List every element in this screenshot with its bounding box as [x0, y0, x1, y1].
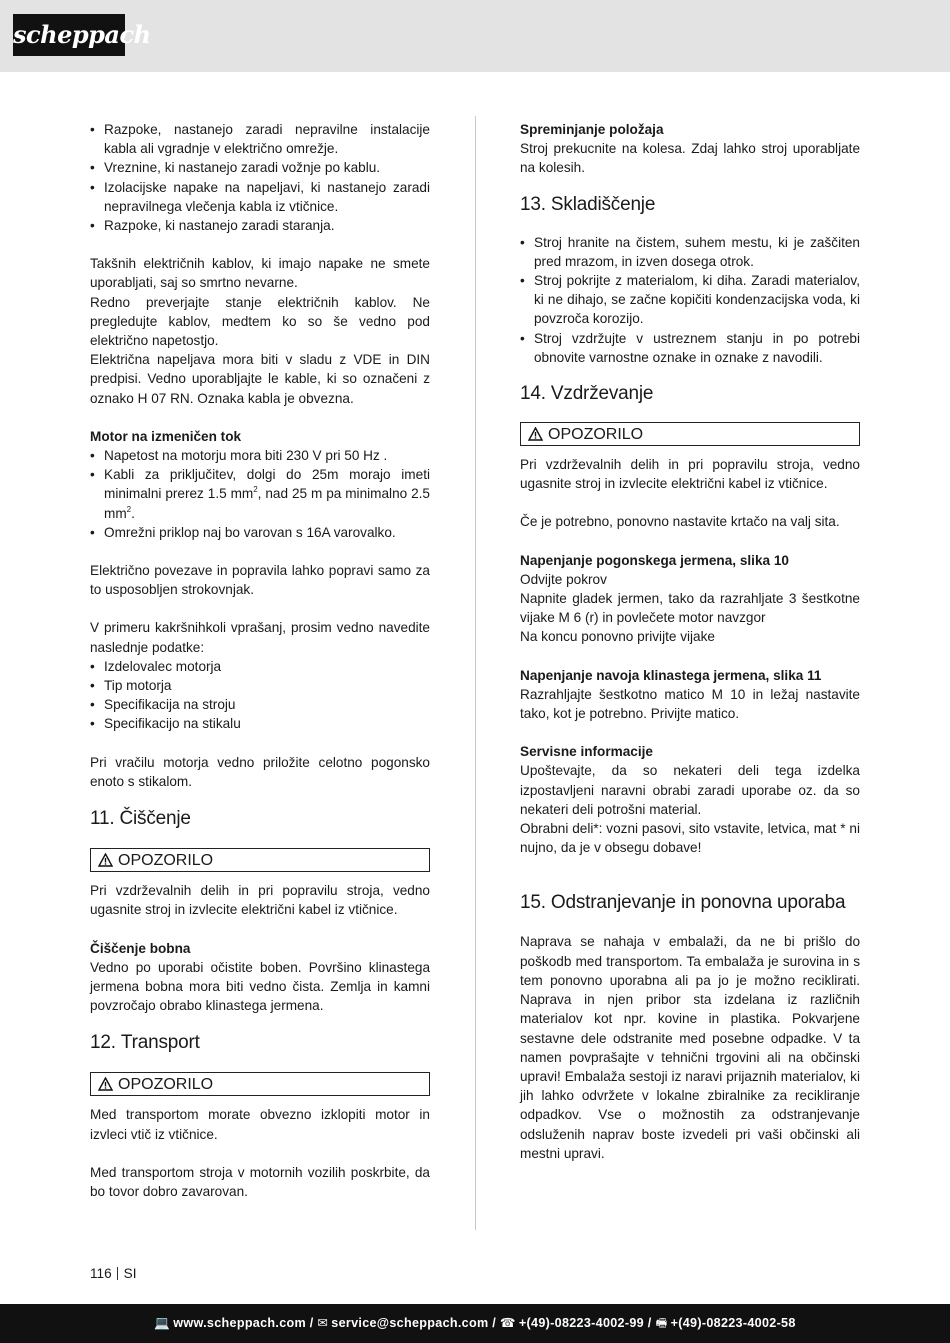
list-item: • Razpoke, nastanejo zaradi nepravilne instalacije kabla ali vgradnje v električno omrežje. — [90, 120, 430, 158]
paragraph: Stroj prekucnite na kolesa. Zdaj lahko stroj uporabljate na kolesih. — [520, 141, 860, 176]
fax-icon: 🖷 — [655, 1316, 668, 1330]
right-column — [520, 120, 860, 1163]
footer-web: www.scheppach.com / — [173, 1316, 314, 1330]
list-item: • Razpoke, ki nastanejo zaradi staranja. — [90, 216, 430, 235]
warning-icon — [528, 427, 543, 441]
subheading: Čiščenje bobna — [90, 940, 191, 956]
paragraph: Pri vračilu motorja vedno priložite celotno pogonsko enoto s stikalom. — [90, 754, 430, 789]
column-divider — [475, 116, 476, 1230]
warning-box: OPOZORILO — [90, 1072, 430, 1096]
list-item: • Stroj vzdržujte v ustreznem stanju in po potrebi obnovite varnostne oznake in oznake z navodili. — [520, 329, 860, 367]
paragraph: Na koncu ponovno privijte vijake — [520, 629, 715, 645]
warning-icon — [98, 853, 113, 867]
subheading: Servisne informacije — [520, 744, 653, 760]
list-item: • Kabli za priključitev, dolgi do 25m morajo imeti minimalni prerez 1.5 $mm^2$, nad 25 m pa minimalno 2.5 $mm^2$. — [90, 465, 430, 523]
footer-email: service@scheppach.com / — [331, 1316, 497, 1330]
subheading: Napenjanje navoja klinastega jermena, slika 11 — [520, 667, 822, 683]
section-heading-13: 13. Skladiščenje — [520, 193, 656, 215]
paragraph: Električno povezave in popravila lahko popravi samo za to usposobljen strokovnjak. — [90, 563, 430, 598]
footer-fax: +(49)-08223-4002-58 — [670, 1316, 796, 1330]
subheading: Spreminjanje položaja — [520, 122, 664, 137]
list-item: • Stroj pokrijte z materialom, ki diha. Zaradi materialov, ki ne dihajo, se začne kopičiti kondenzacijska voda, ki povzroča korozijo. — [520, 271, 860, 329]
computer-icon: 💻 — [154, 1316, 171, 1330]
paragraph: Obrabni deli*: vozni pasovi, sito vstavite, letvica, mat * ni nujno, da je v obsegu dobave! — [520, 821, 860, 856]
storage-list — [520, 233, 860, 367]
scheppach-logo: scheppach — [13, 14, 125, 56]
section-heading-15: 15. Odstranjevanje in ponovna uporaba — [520, 892, 846, 914]
paragraph: Upoštevajte, da so nekateri deli tega izdelka izpostavljeni naravni obrabi zaradi uporabe oz. da so nekateri deli potrošni material. — [520, 763, 860, 817]
mail-icon: ✉ — [317, 1316, 329, 1330]
damage-list — [90, 120, 430, 235]
paragraph: Pri vzdrževalnih delih in pri popravilu stroja, vedno ugasnite stroj in izvlecite električni kabel iz vtičnice. — [90, 883, 430, 918]
paragraph: Razrahljajte šestkotno matico M 10 in ležaj nastavite tako, kot je potrebno. Privijte matico. — [520, 686, 860, 722]
subheading: Motor na izmeničen tok — [90, 428, 242, 444]
paragraph: Odvijte pokrov — [520, 571, 607, 587]
subheading: Napenjanje pogonskega jermena, slika 10 — [520, 552, 789, 568]
page-header — [0, 0, 950, 72]
paragraph: Električna napeljava mora biti v sladu z VDE in DIN predpisi. Vedno uporabljajte le kable, ki so označeni z oznako H 07 RN. Oznaka kabla je obvezna. — [90, 352, 430, 406]
paragraph: Pri vzdrževalnih delih in pri popravilu stroja, vedno ugasnite stroj in izvlecite električni kabel iz vtičnice. — [520, 457, 860, 492]
section-heading-14: 14. Vzdrževanje — [520, 383, 654, 405]
list-item: • Stroj hranite na čistem, suhem mestu, ki je zaščiten pred mrazom, in izven dosega otrok. — [520, 233, 860, 271]
warning-box: OPOZORILO — [520, 422, 860, 446]
list-item: • Omrežni priklop naj bo varovan s 16A varovalko. — [90, 523, 430, 542]
warning-box: OPOZORILO — [90, 848, 430, 872]
paragraph: Takšnih električnih kablov, ki imajo napake ne smete uporabljati, saj so smrtno nevarne. — [90, 256, 430, 291]
list-item: • Izdelovalec motorja — [90, 657, 430, 676]
paragraph: Naprava se nahaja v embalaži, da ne bi prišlo do poškodb med transportom. Ta embalaža je surovina in s tem ponovno uporabna ali pa jo je možno reciklirati. Naprava in njen pribor sta izdelana iz različnih materialov kot npr. kovine in plastika. Pokvarjene sestavne dele odstranite med posebne odpadke. V ta namen povprašajte v tehnični trgovini ali na občinski upravi! Embalaža sestoji iz naravi prijaznih materialov, ki jih lahko odvržete v lokalne zbiralnike za recikliranje odpadkov. Vse o možnostih za odstranjevanje odsluženih naprav boste izvedeli pri vaši občinski ali mestni upravi. — [520, 934, 860, 1161]
info-list — [90, 657, 430, 734]
paragraph: Če je potrebno, ponovno nastavite krtačo na valj sita. — [520, 514, 840, 530]
motor-list — [90, 446, 430, 542]
list-item: • Tip motorja — [90, 676, 430, 695]
list-item: • Specifikacija na stroju — [90, 695, 430, 714]
footer-phone: +(49)-08223-4002-99 / — [518, 1316, 652, 1330]
paragraph: Med transportom stroja v motornih vozilih poskrbite, da bo tovor dobro zavarovan. — [90, 1164, 430, 1199]
section-heading-12: 12. Transport — [90, 1032, 200, 1054]
page-footer — [0, 1304, 950, 1343]
paragraph: Med transportom morate obvezno izklopiti motor in izvleci vtič iz vtičnice. — [90, 1107, 430, 1142]
paragraph: Redno preverjajte stanje električnih kablov. Ne pregledujte kablov, medtem ko so še vedno pod električno napetostjo. — [90, 294, 430, 349]
list-item: • Izolacijske napake na napeljavi, ki nastanejo zaradi nepravilnega vlečenja kabla iz vtičnice. — [90, 178, 430, 216]
list-item: • Napetost na motorju mora biti 230 V pri 50 Hz . — [90, 446, 430, 465]
paragraph: Vedno po uporabi očistite boben. Površino klinastega jermena bobna mora biti vedno čista. Zemlja in kamni povzročajo obrabo klinastega jermena. — [90, 959, 430, 1014]
list-item: • Vreznine, ki nastanejo zaradi vožnje po kablu. — [90, 158, 430, 177]
page-number: 116 SI — [90, 1266, 137, 1281]
warning-icon — [98, 1077, 113, 1091]
phone-icon: ☎ — [499, 1316, 516, 1330]
section-heading-11: 11. Čiščenje — [90, 808, 191, 830]
paragraph: V primeru kakršnihkoli vprašanj, prosim vedno navedite naslednje podatke: — [90, 620, 430, 655]
list-item: • Specifikacijo na stikalu — [90, 714, 430, 733]
left-column — [90, 120, 430, 1201]
paragraph: Napnite gladek jermen, tako da razrahljate 3 šestkotne vijake M 6 (r) in povlečete motor navzgor — [520, 591, 860, 626]
